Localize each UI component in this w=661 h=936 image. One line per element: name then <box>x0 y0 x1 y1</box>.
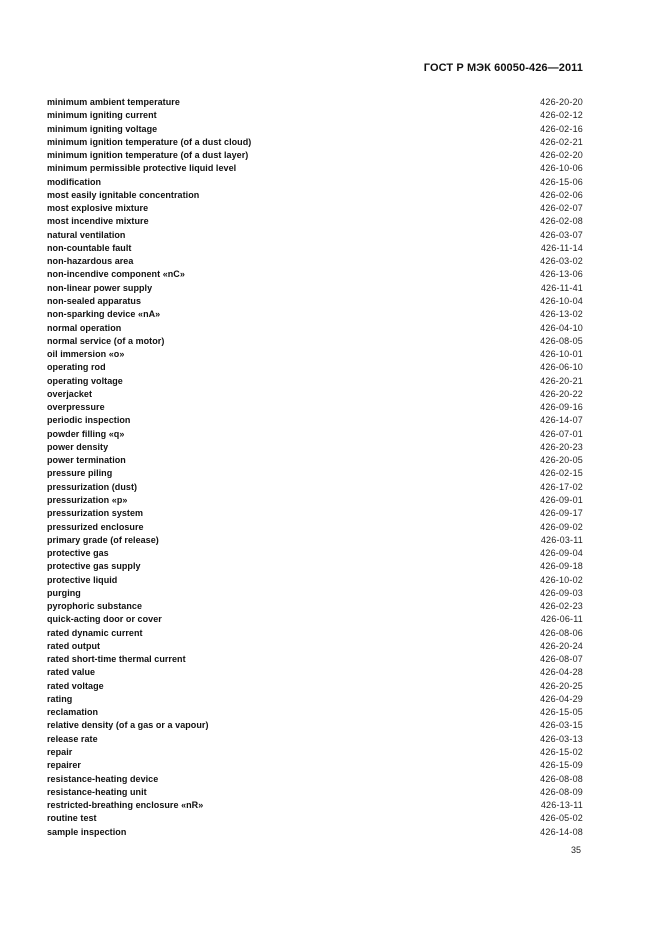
code-ref: 426-20-20 <box>540 97 583 107</box>
code-ref: 426-20-23 <box>540 441 583 452</box>
term-label: most easily ignitable concentration <box>47 189 200 200</box>
code-ref: 426-06-10 <box>540 362 583 373</box>
term-label: pressurization «p» <box>47 494 128 505</box>
code-ref: 426-13-06 <box>540 269 583 280</box>
term-label: minimum ignition temperature (of a dust layer) <box>47 150 249 161</box>
term-label: normal service (of a motor) <box>47 335 165 346</box>
term-label: resistance-heating device <box>47 773 159 784</box>
term-label: non-sparking device «nA» <box>47 309 161 320</box>
code-ref: 426-02-08 <box>540 216 583 227</box>
term-label: power density <box>47 441 109 452</box>
list-item <box>47 401 583 414</box>
list-item <box>47 322 583 335</box>
code-ref: 426-15-06 <box>540 176 583 187</box>
code-ref: 426-20-05 <box>540 455 583 466</box>
term-label: power termination <box>47 455 126 466</box>
list-item <box>47 799 583 812</box>
term-label: protective gas supply <box>47 561 141 572</box>
code-ref: 426-13-11 <box>540 800 583 811</box>
term-label: minimum igniting voltage <box>47 123 158 134</box>
code-ref: 426-14-07 <box>540 415 583 426</box>
term-label: rated output <box>47 640 101 651</box>
list-item <box>47 719 583 732</box>
code-ref: 426-03-11 <box>540 534 583 545</box>
list-item <box>47 441 583 454</box>
list-item <box>47 733 583 746</box>
term-label: protective gas <box>47 548 109 559</box>
term-label: most incendive mixture <box>47 216 149 227</box>
code-ref: 426-10-01 <box>540 349 583 360</box>
code-ref: 426-09-17 <box>540 508 583 519</box>
list-item <box>47 786 583 799</box>
code-ref: 426-08-05 <box>540 335 583 346</box>
list-item <box>47 361 583 374</box>
list-item <box>47 96 583 109</box>
code-ref: 426-10-06 <box>540 163 583 174</box>
code-ref: 426-08-07 <box>540 654 583 665</box>
term-label: pressure piling <box>47 468 113 479</box>
list-item <box>47 627 583 640</box>
list-item <box>47 640 583 653</box>
term-label: pyrophoric substance <box>47 601 143 612</box>
term-label: quick-acting door or cover <box>47 614 162 625</box>
term-label: primary grade (of release) <box>47 534 159 545</box>
term-label: rated dynamic current <box>47 627 143 638</box>
term-label: pressurization (dust) <box>47 481 138 492</box>
term-label: overpressure <box>47 402 105 413</box>
code-ref: 426-03-02 <box>540 256 583 267</box>
list-item <box>47 136 583 149</box>
list-item <box>47 481 583 494</box>
term-label: repair <box>47 747 73 758</box>
code-ref: 426-02-15 <box>540 468 583 479</box>
code-ref: 426-07-01 <box>540 428 583 439</box>
code-ref: 426-04-28 <box>540 667 583 678</box>
term-label: minimum permissible protective liquid level <box>47 163 237 174</box>
list-item <box>47 123 583 136</box>
term-label: rated short-time thermal current <box>47 654 186 665</box>
list-item <box>47 693 583 706</box>
list-item <box>47 428 583 441</box>
list-item <box>47 189 583 202</box>
code-ref: 426-03-07 <box>540 229 583 240</box>
list-item <box>47 282 583 295</box>
term-label: sample inspection <box>47 826 127 837</box>
code-ref: 426-10-02 <box>540 574 583 585</box>
page-number: 35 <box>570 845 581 855</box>
code-ref: 426-15-02 <box>540 747 583 758</box>
term-label: non-sealed apparatus <box>47 295 142 306</box>
list-item <box>47 454 583 467</box>
code-ref: 426-17-02 <box>540 481 583 492</box>
code-ref: 426-13-02 <box>540 309 583 320</box>
list-item <box>47 560 583 573</box>
term-label: powder filling «q» <box>47 428 125 439</box>
code-ref: 426-06-11 <box>540 614 583 625</box>
list-item <box>47 773 583 786</box>
list-item <box>47 547 583 560</box>
code-ref: 426-15-09 <box>540 760 583 771</box>
term-label: non-hazardous area <box>47 256 134 267</box>
code-ref: 426-02-12 <box>540 110 583 121</box>
list-item <box>47 507 583 520</box>
term-label: operating voltage <box>47 375 123 386</box>
term-label: rating <box>47 693 73 704</box>
term-label: non-linear power supply <box>47 282 153 293</box>
code-ref: 426-08-08 <box>540 773 583 784</box>
list-item <box>47 229 583 242</box>
list-item <box>47 109 583 122</box>
document-title: ГОСТ Р МЭК 60050-426—2011 <box>423 62 583 74</box>
list-item <box>47 242 583 255</box>
code-ref: 426-03-15 <box>540 720 583 731</box>
list-item <box>47 215 583 228</box>
code-ref: 426-04-29 <box>540 693 583 704</box>
list-item <box>47 521 583 534</box>
list-item <box>47 706 583 719</box>
term-label: periodic inspection <box>47 415 131 426</box>
list-item <box>47 375 583 388</box>
code-ref: 426-02-21 <box>540 136 583 147</box>
code-ref: 426-09-01 <box>540 494 583 505</box>
code-ref: 426-20-24 <box>540 640 583 651</box>
code-ref: 426-03-13 <box>540 733 583 744</box>
list-item <box>47 162 583 175</box>
code-ref: 426-02-06 <box>540 189 583 200</box>
code-ref: 426-15-05 <box>540 707 583 718</box>
code-ref: 426-02-16 <box>540 123 583 134</box>
index-list <box>47 96 583 839</box>
term-label: reclamation <box>47 707 99 718</box>
code-ref: 426-20-21 <box>540 375 583 386</box>
list-item <box>47 202 583 215</box>
list-item <box>47 494 583 507</box>
term-label: purging <box>47 587 81 598</box>
code-ref: 426-09-02 <box>540 521 583 532</box>
code-ref: 426-09-04 <box>540 548 583 559</box>
list-item <box>47 467 583 480</box>
list-item <box>47 335 583 348</box>
code-ref: 426-11-14 <box>540 242 583 253</box>
list-item <box>47 348 583 361</box>
code-ref: 426-09-16 <box>540 402 583 413</box>
term-label: oil immersion «o» <box>47 349 125 360</box>
term-label: most explosive mixture <box>47 203 149 214</box>
term-label: rated voltage <box>47 680 104 691</box>
term-label: resistance-heating unit <box>47 786 147 797</box>
term-label: restricted-breathing enclosure «nR» <box>47 800 204 811</box>
code-ref: 426-02-07 <box>540 203 583 214</box>
code-ref: 426-05-02 <box>540 813 583 824</box>
code-ref: 426-02-23 <box>540 601 583 612</box>
code-ref: 426-20-22 <box>540 388 583 399</box>
list-item <box>47 308 583 321</box>
code-ref: 426-20-25 <box>540 680 583 691</box>
list-item <box>47 600 583 613</box>
term-label: overjacket <box>47 388 93 399</box>
code-ref: 426-10-04 <box>540 295 583 306</box>
term-label: natural ventilation <box>47 229 126 240</box>
list-item <box>47 759 583 772</box>
term-label: non-incendive component «nC» <box>47 269 185 280</box>
term-label: relative density (of a gas or a vapour) <box>47 720 209 731</box>
term-label: release rate <box>47 733 98 744</box>
code-ref: 426-11-41 <box>540 282 583 293</box>
code-ref: 426-14-08 <box>540 826 583 837</box>
list-item <box>47 388 583 401</box>
list-item <box>47 812 583 825</box>
term-label: modification <box>47 176 102 187</box>
term-label: pressurization system <box>47 508 144 519</box>
code-ref: 426-04-10 <box>540 322 583 333</box>
term-label: routine test <box>47 813 97 824</box>
list-item <box>47 149 583 162</box>
list-item <box>47 746 583 759</box>
term-label: repairer <box>47 760 81 771</box>
list-item <box>47 255 583 268</box>
term-label: non-countable fault <box>47 242 132 253</box>
term-label: rated value <box>47 667 96 678</box>
term-label: normal operation <box>47 322 122 333</box>
term-label: operating rod <box>47 362 106 373</box>
code-ref: 426-02-20 <box>540 150 583 161</box>
code-ref: 426-08-09 <box>540 786 583 797</box>
code-ref: 426-09-03 <box>540 587 583 598</box>
term-label: minimum ignition temperature (of a dust cloud) <box>47 136 252 147</box>
list-item <box>47 574 583 587</box>
code-ref: 426-09-18 <box>540 561 583 572</box>
list-item <box>47 176 583 189</box>
list-item <box>47 268 583 281</box>
term-label: minimum igniting current <box>47 110 157 121</box>
list-item <box>47 613 583 626</box>
list-item <box>47 826 583 839</box>
list-item <box>47 666 583 679</box>
list-item <box>47 534 583 547</box>
list-item <box>47 295 583 308</box>
list-item <box>47 587 583 600</box>
term-label: pressurized enclosure <box>47 521 144 532</box>
list-item <box>47 680 583 693</box>
code-ref: 426-08-06 <box>540 627 583 638</box>
list-item <box>47 414 583 427</box>
term-label: protective liquid <box>47 574 118 585</box>
term-label: minimum ambient temperature <box>47 97 180 107</box>
list-item <box>47 653 583 666</box>
